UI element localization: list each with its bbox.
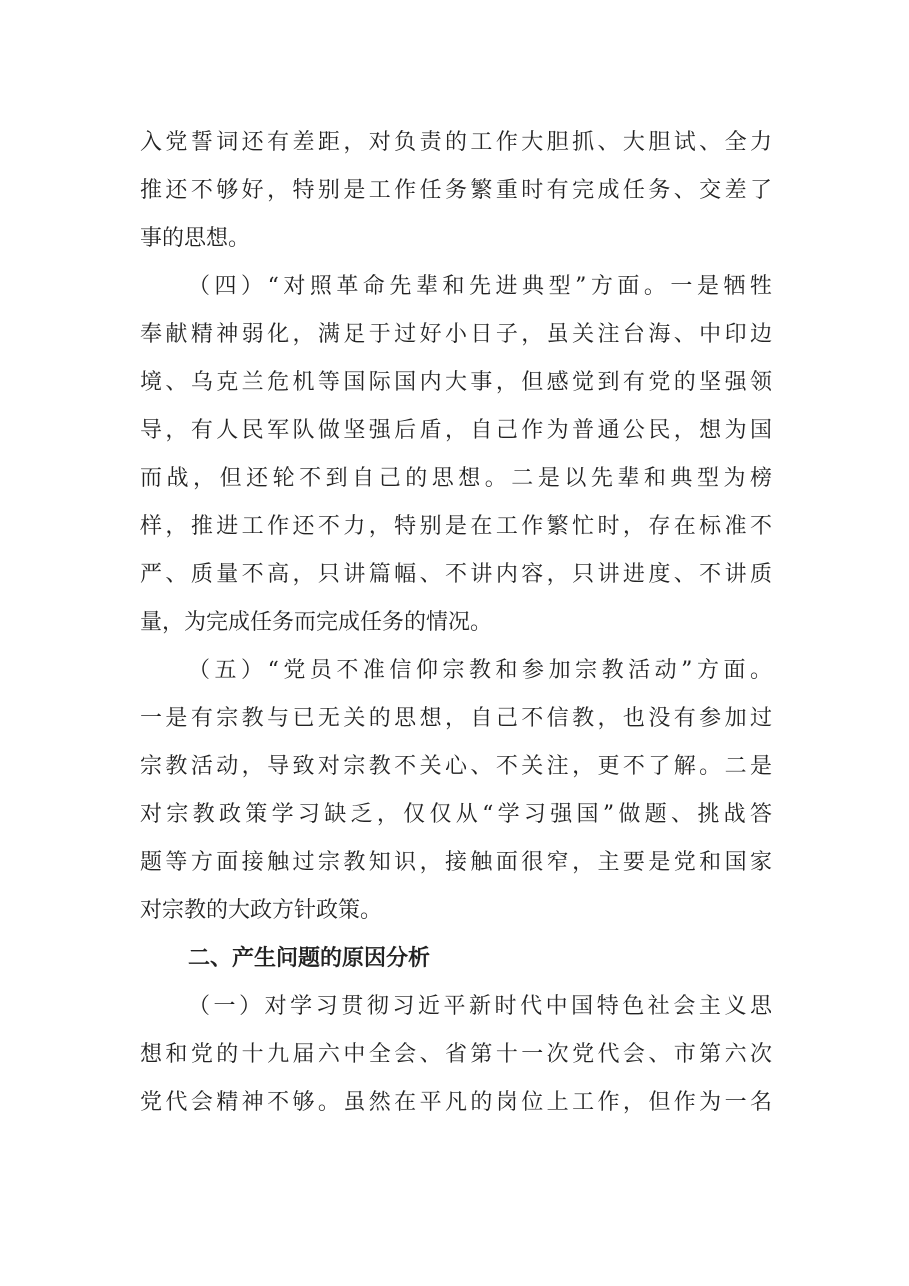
paragraph-line: 推还不够好，特别是工作任务繁重时有完成任务、交差了 bbox=[140, 178, 772, 203]
paragraph-line: 入党誓词还有差距，对负责的工作大胆抓、大胆试、全力 bbox=[140, 130, 772, 155]
section-four-first-line: （四）“对照革命先辈和先进典型”方面。一是牺牲 bbox=[188, 274, 772, 299]
paragraph-line: 党代会精神不够。虽然在平凡的岗位上工作，但作为一名 bbox=[140, 1090, 772, 1115]
paragraph-line: 量，为完成任务而完成任务的情况。 bbox=[140, 610, 493, 635]
paragraph-line: 样，推进工作还不力，特别是在工作繁忙时，存在标准不 bbox=[140, 514, 772, 539]
section-heading: 二、产生问题的原因分析 bbox=[188, 946, 431, 971]
section-five-first-line: （五）“党员不准信仰宗教和参加宗教活动”方面。 bbox=[188, 658, 772, 683]
paragraph-line: 宗教活动，导致对宗教不关心、不关注，更不了解。二是 bbox=[140, 754, 772, 779]
cause-one-first-line: （一）对学习贯彻习近平新时代中国特色社会主义思 bbox=[188, 994, 772, 1019]
paragraph-line: 严、质量不高，只讲篇幅、不讲内容，只讲进度、不讲质 bbox=[140, 562, 772, 587]
paragraph-line: 题等方面接触过宗教知识，接触面很窄，主要是党和国家 bbox=[140, 850, 772, 875]
paragraph-line: 事的思想。 bbox=[140, 226, 251, 251]
paragraph-line: 一是有宗教与已无关的思想，自己不信教，也没有参加过 bbox=[140, 706, 772, 731]
paragraph-line: 而战，但还轮不到自己的思想。二是以先辈和典型为榜 bbox=[140, 466, 772, 491]
paragraph-line: 奉献精神弱化，满足于过好小日子，虽关注台海、中印边 bbox=[140, 322, 772, 347]
paragraph-line: 对宗教政策学习缺乏，仅仅从“学习强国”做题、挑战答 bbox=[140, 802, 772, 827]
paragraph-line: 对宗教的大政方针政策。 bbox=[140, 898, 383, 923]
paragraph-line: 境、乌克兰危机等国际国内大事，但感觉到有党的坚强领 bbox=[140, 370, 772, 395]
paragraph-line: 导，有人民军队做坚强后盾，自己作为普通公民，想为国 bbox=[140, 418, 772, 443]
paragraph-line: 想和党的十九届六中全会、省第十一次党代会、市第六次 bbox=[140, 1042, 772, 1067]
